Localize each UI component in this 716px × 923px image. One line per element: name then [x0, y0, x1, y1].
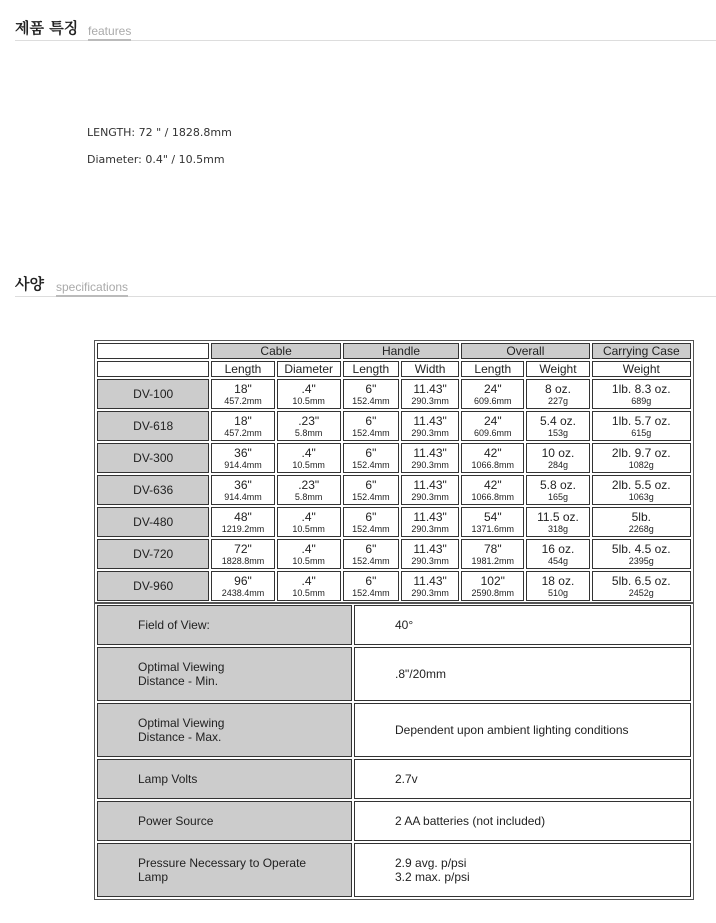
spec-imperial-value: 54": [483, 509, 502, 524]
group-carrying-case: Carrying Case: [592, 343, 691, 359]
spec-cell: [277, 411, 341, 441]
spec-cell: [277, 443, 341, 473]
spec-metric-value: 10.5mm: [292, 523, 325, 534]
features-heading-ko: 제품 특징: [15, 19, 79, 37]
property-row: [97, 843, 691, 897]
spec-cell: [277, 475, 341, 505]
spec-subheader-row: [97, 361, 691, 377]
spec-imperial-value: 6": [365, 413, 377, 428]
property-row: [97, 703, 691, 757]
spec-metric-value: 152.4mm: [352, 555, 390, 566]
spec-metric-value: 454g: [547, 555, 568, 566]
spec-cell: [592, 411, 691, 441]
features-heading: [15, 20, 716, 41]
spec-cell: [461, 411, 524, 441]
spec-row: [97, 539, 691, 569]
property-value: [354, 801, 691, 841]
spec-cell: [401, 475, 459, 505]
spec-metric-value: 609.6mm: [474, 427, 512, 438]
spec-metric-value: 2590.8mm: [471, 587, 515, 598]
specs-heading: [15, 276, 716, 297]
spec-table: [94, 340, 694, 604]
spec-imperial-value: 5lb.: [631, 509, 651, 524]
spec-imperial-value: 36": [234, 445, 252, 460]
spec-metric-value: 1063g: [628, 491, 654, 502]
spec-cell: [461, 379, 524, 409]
spec-imperial-value: 2lb. 9.7 oz.: [611, 445, 671, 460]
model-name: DV-480: [97, 507, 209, 537]
spec-metric-value: 1219.2mm: [221, 523, 265, 534]
property-value: [354, 647, 691, 701]
spec-metric-value: 290.3mm: [411, 459, 449, 470]
spec-imperial-value: 11.43": [413, 541, 447, 556]
spec-imperial-value: 11.43": [413, 413, 447, 428]
spec-metric-value: 2438.4mm: [221, 587, 265, 598]
property-label: [97, 843, 352, 897]
spec-cell: [526, 443, 589, 473]
spec-imperial-value: 96": [234, 573, 252, 588]
sub-overall-length: Length: [461, 361, 524, 377]
property-row: [97, 647, 691, 701]
spec-cell: [343, 571, 399, 601]
spec-cell: [461, 539, 524, 569]
spec-metric-value: 615g: [631, 427, 652, 438]
spec-imperial-value: 8 oz.: [544, 381, 571, 396]
model-name: DV-636: [97, 475, 209, 505]
spec-metric-value: 510g: [547, 587, 568, 598]
spec-imperial-value: 1lb. 8.3 oz.: [611, 381, 671, 396]
features-heading-en: features: [88, 24, 131, 41]
spec-row: [97, 443, 691, 473]
model-name: DV-960: [97, 571, 209, 601]
spec-cell: [592, 443, 691, 473]
spec-cell: [526, 475, 589, 505]
spec-row: [97, 571, 691, 601]
property-label: [97, 759, 352, 799]
spec-cell: [592, 379, 691, 409]
spec-metric-value: 1371.6mm: [471, 523, 515, 534]
spec-metric-value: 153g: [547, 427, 568, 438]
spec-metric-value: 290.3mm: [411, 587, 449, 598]
spec-cell: [343, 411, 399, 441]
spec-metric-value: 2395g: [628, 555, 654, 566]
spec-corner-cell: [97, 343, 209, 359]
property-label-line: Field of View:: [138, 618, 210, 632]
spec-metric-value: 609.6mm: [474, 395, 512, 406]
spec-metric-value: 10.5mm: [292, 459, 325, 470]
sub-cable-diameter: Diameter: [277, 361, 341, 377]
spec-imperial-value: 10 oz.: [541, 445, 575, 460]
spec-metric-value: 290.3mm: [411, 491, 449, 502]
spec-cell: [592, 539, 691, 569]
model-name: DV-300: [97, 443, 209, 473]
spec-imperial-value: 6": [365, 573, 377, 588]
spec-cell: [526, 571, 589, 601]
spec-imperial-value: 42": [483, 445, 502, 460]
sub-cable-length: Length: [211, 361, 274, 377]
spec-cell: [211, 539, 274, 569]
spec-metric-value: 152.4mm: [352, 395, 390, 406]
spec-imperial-value: .23": [298, 413, 320, 428]
spec-cell: [211, 411, 274, 441]
spec-imperial-value: 11.5 oz.: [537, 509, 579, 524]
property-label-line: Lamp: [138, 870, 169, 884]
spec-metric-value: 152.4mm: [352, 491, 390, 502]
spec-imperial-value: 6": [365, 477, 377, 492]
property-label-line: Optimal Viewing: [138, 716, 225, 730]
property-label: [97, 703, 352, 757]
specs-heading-ko: 사양: [15, 275, 44, 293]
spec-metric-value: 5.8mm: [294, 427, 323, 438]
spec-imperial-value: 18": [234, 413, 252, 428]
property-value-line: Dependent upon ambient lighting conditions: [395, 723, 629, 737]
property-label: [97, 605, 352, 645]
property-row: [97, 605, 691, 645]
spec-cell: [277, 379, 341, 409]
spec-cell: [592, 571, 691, 601]
spec-cell: [401, 571, 459, 601]
spec-metric-value: 1066.8mm: [471, 491, 515, 502]
spec-metric-value: 2452g: [628, 587, 654, 598]
spec-imperial-value: 42": [483, 477, 502, 492]
spec-imperial-value: 72": [234, 541, 252, 556]
spec-imperial-value: 24": [483, 413, 502, 428]
property-label-line: Distance - Max.: [138, 730, 222, 744]
property-row: [97, 759, 691, 799]
properties-table: [94, 602, 694, 900]
spec-cell: [343, 443, 399, 473]
spec-metric-value: 290.3mm: [411, 395, 449, 406]
property-label-line: Distance - Min.: [138, 674, 219, 688]
spec-imperial-value: 36": [234, 477, 252, 492]
property-value: [354, 759, 691, 799]
spec-imperial-value: 18 oz.: [541, 573, 575, 588]
spec-cell: [343, 475, 399, 505]
property-value: [354, 843, 691, 897]
spec-imperial-value: 5.4 oz.: [539, 413, 576, 428]
spec-metric-value: 152.4mm: [352, 587, 390, 598]
spec-metric-value: 290.3mm: [411, 427, 449, 438]
spec-cell: [461, 475, 524, 505]
property-label: [97, 647, 352, 701]
spec-imperial-value: 48": [234, 509, 252, 524]
spec-metric-value: 227g: [547, 395, 568, 406]
spec-imperial-value: 5lb. 6.5 oz.: [611, 573, 671, 588]
spec-subheader-blank: [97, 361, 209, 377]
spec-metric-value: 457.2mm: [224, 395, 262, 406]
property-label-line: Power Source: [138, 814, 214, 828]
spec-imperial-value: .4": [301, 509, 316, 524]
spec-cell: [343, 379, 399, 409]
spec-imperial-value: 24": [483, 381, 502, 396]
spec-cell: [461, 443, 524, 473]
property-label-line: Lamp Volts: [138, 772, 198, 786]
spec-metric-value: 914.4mm: [224, 459, 262, 470]
spec-cell: [211, 475, 274, 505]
group-overall: Overall: [461, 343, 589, 359]
spec-metric-value: 1082g: [628, 459, 654, 470]
specs-heading-en: specifications: [56, 280, 128, 297]
spec-cell: [526, 411, 589, 441]
spec-imperial-value: 5lb. 4.5 oz.: [611, 541, 671, 556]
spec-row: [97, 411, 691, 441]
spec-cell: [401, 443, 459, 473]
spec-cell: [401, 411, 459, 441]
spec-imperial-value: 11.43": [413, 445, 447, 460]
spec-metric-value: 152.4mm: [352, 523, 390, 534]
spec-row: [97, 475, 691, 505]
spec-row: [97, 379, 691, 409]
property-label-line: Pressure Necessary to Operate: [138, 856, 307, 870]
group-handle: Handle: [343, 343, 459, 359]
spec-imperial-value: 78": [483, 541, 502, 556]
feature-length: LENGTH: 72 " / 1828.8mm: [87, 126, 232, 139]
spec-metric-value: 290.3mm: [411, 523, 449, 534]
spec-metric-value: 152.4mm: [352, 459, 390, 470]
spec-metric-value: 1828.8mm: [221, 555, 265, 566]
spec-imperial-value: 6": [365, 381, 377, 396]
spec-metric-value: 318g: [547, 523, 568, 534]
spec-cell: [277, 571, 341, 601]
spec-cell: [343, 539, 399, 569]
sub-overall-weight: Weight: [526, 361, 589, 377]
spec-imperial-value: 11.43": [413, 477, 447, 492]
spec-cell: [277, 507, 341, 537]
spec-imperial-value: 11.43": [413, 381, 447, 396]
spec-cell: [592, 475, 691, 505]
spec-metric-value: 457.2mm: [224, 427, 262, 438]
spec-cell: [401, 507, 459, 537]
spec-metric-value: 152.4mm: [352, 427, 390, 438]
property-value-line: 3.2 max. p/psi: [395, 870, 470, 884]
property-label-line: Optimal Viewing: [138, 660, 225, 674]
spec-metric-value: 165g: [547, 491, 568, 502]
spec-cell: [401, 379, 459, 409]
property-value: [354, 703, 691, 757]
spec-imperial-value: 11.43": [413, 573, 447, 588]
sub-handle-width: Width: [401, 361, 459, 377]
spec-imperial-value: .23": [298, 477, 320, 492]
spec-cell: [211, 507, 274, 537]
spec-metric-value: 1981.2mm: [471, 555, 515, 566]
spec-imperial-value: .4": [301, 573, 316, 588]
spec-imperial-value: 6": [365, 509, 377, 524]
spec-row: [97, 507, 691, 537]
spec-imperial-value: 6": [365, 445, 377, 460]
spec-cell: [211, 379, 274, 409]
spec-imperial-value: .4": [301, 445, 316, 460]
spec-imperial-value: 1lb. 5.7 oz.: [611, 413, 671, 428]
spec-group-header-row: [97, 343, 691, 359]
spec-imperial-value: 2lb. 5.5 oz.: [611, 477, 671, 492]
spec-cell: [592, 507, 691, 537]
spec-metric-value: 914.4mm: [224, 491, 262, 502]
sub-handle-length: Length: [343, 361, 399, 377]
spec-imperial-value: 5.8 oz.: [539, 477, 576, 492]
group-cable: Cable: [211, 343, 340, 359]
property-value-line: 2.7v: [395, 772, 418, 786]
sub-case-weight: Weight: [592, 361, 691, 377]
spec-imperial-value: .4": [301, 541, 316, 556]
spec-metric-value: 5.8mm: [294, 491, 323, 502]
spec-imperial-value: 11.43": [413, 509, 447, 524]
spec-cell: [526, 507, 589, 537]
spec-cell: [343, 507, 399, 537]
spec-metric-value: 10.5mm: [292, 395, 325, 406]
spec-cell: [401, 539, 459, 569]
spec-cell: [277, 539, 341, 569]
spec-cell: [526, 379, 589, 409]
model-name: DV-720: [97, 539, 209, 569]
spec-metric-value: 10.5mm: [292, 555, 325, 566]
spec-cell: [526, 539, 589, 569]
spec-imperial-value: 18": [234, 381, 252, 396]
spec-cell: [211, 571, 274, 601]
spec-cell: [211, 443, 274, 473]
feature-diameter: Diameter: 0.4" / 10.5mm: [87, 153, 225, 166]
property-value-line: 2 AA batteries (not included): [395, 814, 546, 828]
spec-metric-value: 290.3mm: [411, 555, 449, 566]
spec-metric-value: 1066.8mm: [471, 459, 515, 470]
model-name: DV-618: [97, 411, 209, 441]
property-value: [354, 605, 691, 645]
spec-metric-value: 2268g: [628, 523, 654, 534]
spec-metric-value: 10.5mm: [292, 587, 325, 598]
property-label: [97, 801, 352, 841]
spec-imperial-value: 16 oz.: [541, 541, 575, 556]
property-value-line: 2.9 avg. p/psi: [395, 856, 467, 870]
spec-cell: [461, 571, 524, 601]
spec-metric-value: 689g: [631, 395, 652, 406]
spec-metric-value: 284g: [547, 459, 568, 470]
spec-imperial-value: .4": [301, 381, 316, 396]
spec-imperial-value: 102": [480, 573, 505, 588]
spec-cell: [461, 507, 524, 537]
spec-imperial-value: 6": [365, 541, 377, 556]
model-name: DV-100: [97, 379, 209, 409]
property-value-line: 40°: [395, 618, 414, 632]
property-row: [97, 801, 691, 841]
property-value-line: .8"/20mm: [395, 667, 446, 681]
